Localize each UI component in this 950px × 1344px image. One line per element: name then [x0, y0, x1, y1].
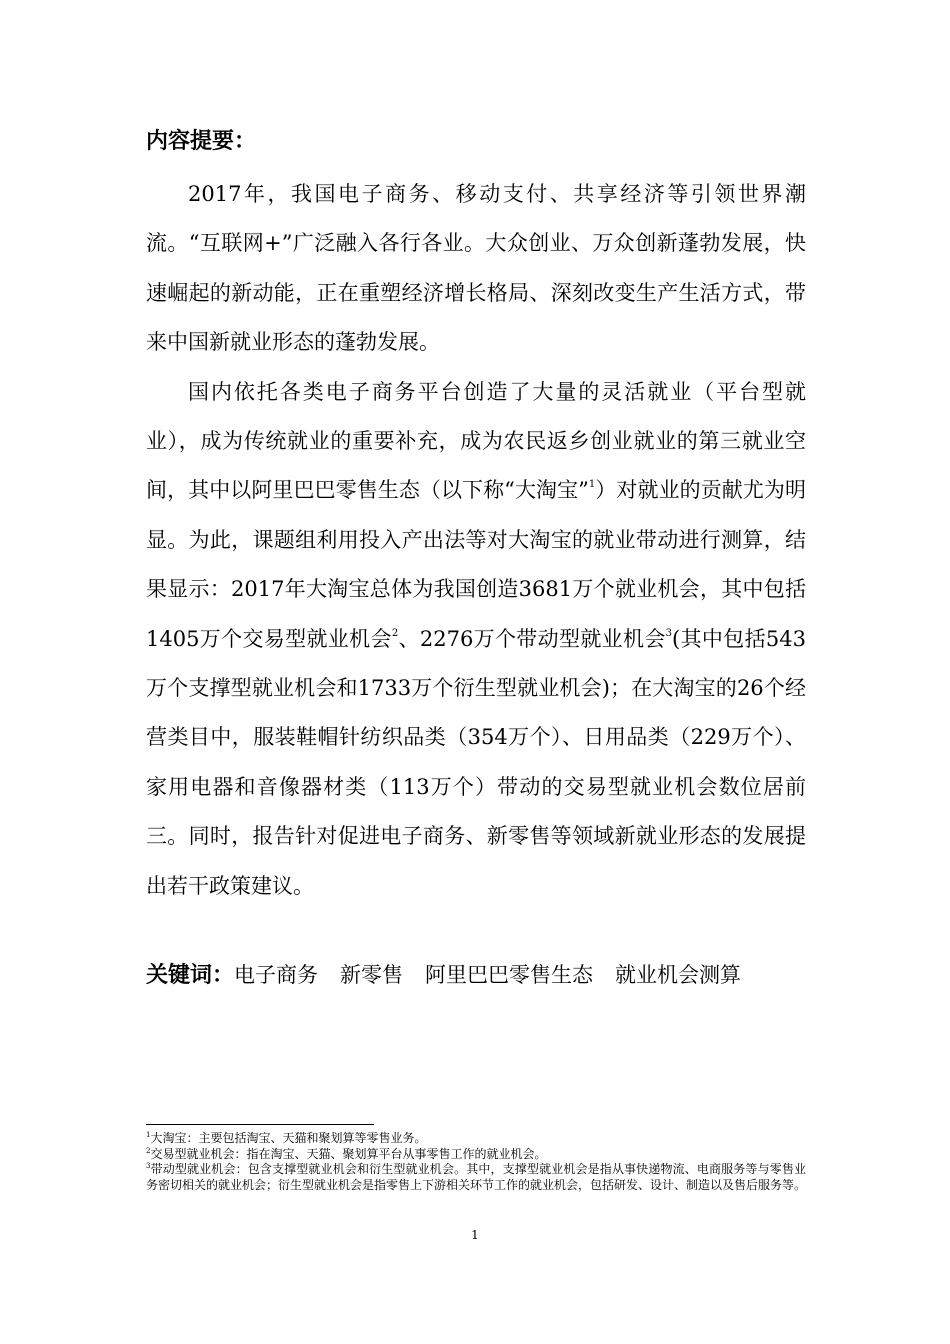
paragraph-text: 、2276万个带动型就业机会: [398, 626, 666, 651]
page-number: 1: [471, 1228, 479, 1242]
paragraph-text: 2017年，我国电子商务、移动支付、共享经济等引领世界潮流。“互联网+”广泛融入各行各业。大众创业、万众创新蓬勃发展，快速崛起的新动能，正在重塑经济增长格局、深刻改变生产生活方式，带来中国新就业形态的蓬勃发展。: [146, 182, 806, 355]
abstract-body: [146, 170, 806, 911]
footnote-text: 交易型就业机会：指在淘宝、天猫、聚划算平台从事零售工作的就业机会。: [150, 1146, 547, 1161]
keyword-item: 新零售: [340, 963, 404, 987]
footnote: [146, 1162, 806, 1193]
keywords-label: 关键词：: [146, 963, 235, 988]
footnotes: [146, 1131, 806, 1193]
keywords-line: [146, 955, 826, 996]
abstract-paragraph: [146, 170, 806, 368]
keyword-item: 阿里巴巴零售生态: [425, 963, 594, 987]
footnote-ref: 2: [391, 627, 399, 639]
abstract-paragraph: [146, 368, 806, 911]
footnote-mark: 2: [146, 1146, 151, 1155]
keyword-item: 就业机会测算: [615, 963, 742, 987]
keyword-item: 电子商务: [234, 963, 319, 987]
abstract-heading: 内容提要：: [146, 129, 257, 154]
footnote-separator: [146, 1124, 374, 1125]
footnote-text: 大淘宝：主要包括淘宝、天猫和聚划算等零售业务。: [150, 1131, 427, 1145]
footnote: [146, 1131, 806, 1147]
footnote-text: 带动型就业机会：包含支撑型就业机会和衍生型就业机会。其中，支撑型就业机会是指从事快递物流、电商服务等与零售业务密切相关的就业机会；衍生型就业机会是指零售上下游相关环节工作的就业机会，包括研发、设计、制造以及售后服务等。: [146, 1162, 807, 1192]
footnote: [146, 1147, 806, 1163]
paragraph-text: 国内依托各类电子商务平台创造了大量的灵活就业（平台型就业），成为传统就业的重要补充，成为农民返乡创业就业的第三就业空间，其中以阿里巴巴零售生态（以下称“大淘宝”: [146, 379, 806, 503]
paragraph-text: (其中包括543万个支撑型就业机会和1733万个衍生型就业机会)；在大淘宝的26个经营类目中，服装鞋帽针纺织品类（354万个）、日用品类（229万个）、家用电器和音像器材类（113万个）带动的交易型就业机会数位居前三。同时，报告针对促进电子商务、新零售等领域新就业形态的发展提出若干政策建议。: [146, 626, 807, 898]
footnote-ref: 3: [665, 627, 673, 639]
footnote-mark: 1: [146, 1131, 151, 1139]
paragraph-text: ）对就业的贡献尤为明显。为此，课题组利用投入产出法等对大淘宝的就业带动进行测算，结果显示：2017年大淘宝总体为我国创造3681万个就业机会，其中包括1405万个交易型就业机会: [146, 478, 806, 651]
footnote-mark: 3: [146, 1162, 151, 1170]
footnote-ref: 1: [588, 479, 596, 491]
